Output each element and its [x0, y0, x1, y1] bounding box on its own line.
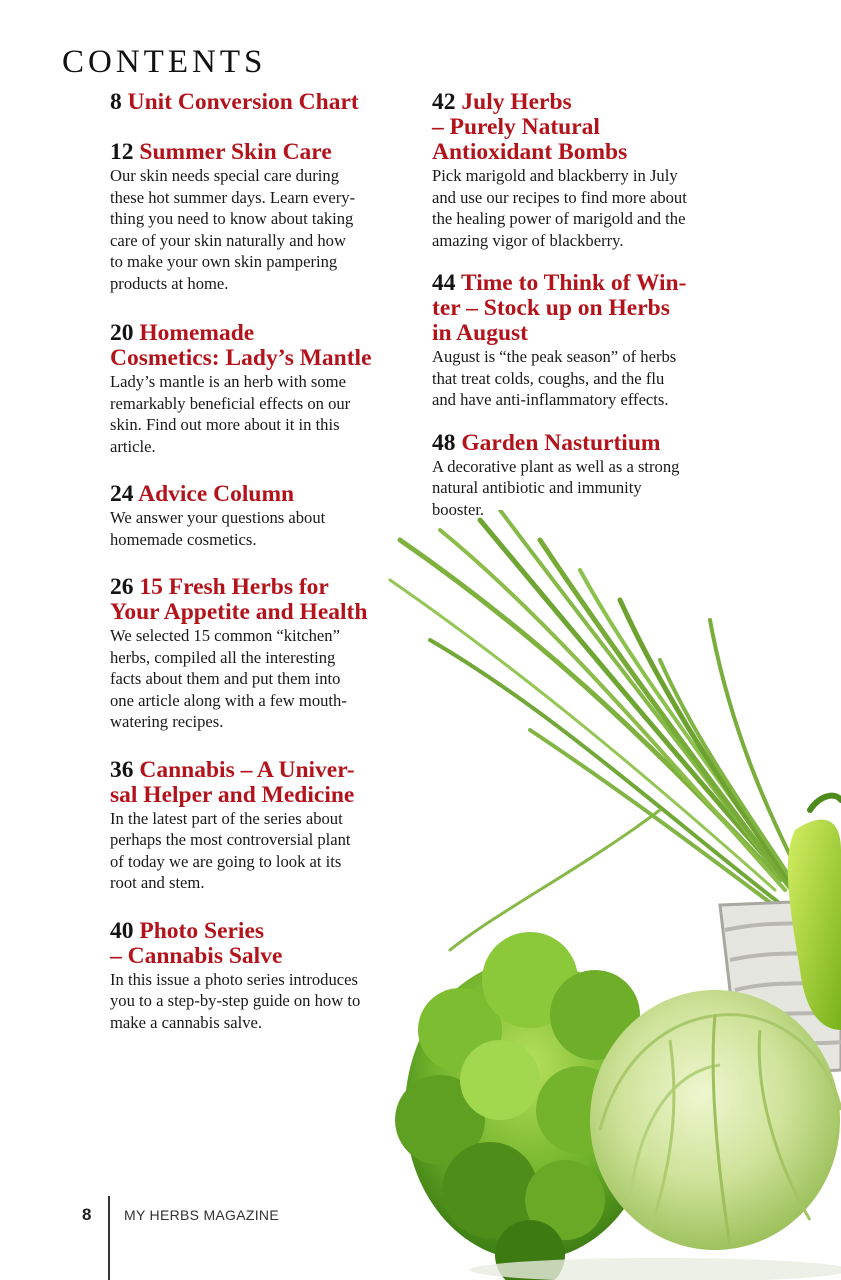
entry-page-number: 8	[110, 89, 122, 115]
entry-page-number: 24	[110, 481, 134, 507]
entry-title: Homemade Cosmetics: Lady’s Mantle	[110, 320, 372, 371]
footer-magazine-title: MY HERBS MAGAZINE	[124, 1207, 279, 1223]
toc-entry[interactable]	[110, 575, 410, 733]
entry-page-number: 42	[432, 89, 456, 115]
footer-divider	[108, 1196, 110, 1280]
vegetables-herbs-illustration	[380, 510, 841, 1280]
entry-title: Unit Conversion Chart	[127, 89, 359, 115]
entry-page-number: 12	[110, 139, 134, 165]
entry-description: We answer your questions about homemade cosmetics.	[110, 508, 326, 549]
toc-entry[interactable]	[110, 919, 410, 1034]
entry-title: 15 Fresh Herbs for Your Appetite and Health	[110, 574, 368, 625]
page-title: CONTENTS	[62, 44, 267, 80]
toc-right-column	[432, 90, 732, 520]
toc-entry[interactable]	[110, 90, 410, 115]
entry-title: Time to Think of Win- ter – Stock up on Herbs in August	[432, 270, 687, 346]
toc-entry[interactable]	[110, 140, 410, 294]
entry-title: Summer Skin Care	[139, 139, 332, 165]
entry-description: A decorative plant as well as a strong natural antibiotic and immunity booster.	[432, 456, 680, 519]
entry-page-number: 44	[432, 270, 456, 296]
entry-description: Pick marigold and blackberry in July and use our recipes to find more about the healing power of marigold and the amazing vigor of blackberry.	[432, 166, 687, 250]
entry-description: In this issue a photo series introduces you to a step-by-step guide on how to make a cannabis salve.	[110, 969, 361, 1032]
entry-title: Garden Nasturtium	[461, 429, 661, 456]
entry-description: August is “the peak season” of herbs that treat colds, coughs, and the flu and have anti-inflammatory effects.	[432, 347, 677, 409]
entry-page-number: 48	[432, 429, 456, 456]
entry-page-number: 26	[110, 574, 134, 600]
toc-entry[interactable]	[432, 90, 732, 251]
entry-page-number: 36	[110, 756, 134, 783]
entry-description: Lady’s mantle is an herb with some remarkably beneficial effects on our skin. Find out more about it in this article.	[110, 372, 351, 456]
toc-entry[interactable]	[110, 758, 410, 894]
entry-title: July Herbs – Purely Natural Antioxidant Bombs	[432, 89, 628, 165]
toc-left-column	[110, 90, 410, 1033]
entry-title: Photo Series – Cannabis Salve	[110, 917, 283, 969]
entry-description: We selected 15 common “kitchen” herbs, compiled all the interesting facts about them and put them into one article along with a few mouth- watering recipes.	[110, 626, 347, 731]
toc-entry[interactable]	[110, 321, 410, 457]
footer-page-number: 8	[82, 1205, 92, 1224]
entry-description: Our skin needs special care during these hot summer days. Learn every- thing you need to know about taking care of your skin naturally and how to make your own skin pampering products at home.	[110, 166, 356, 293]
entry-description: In the latest part of the series about perhaps the most controversial plant of today we are going to look at its root and stem.	[110, 808, 351, 892]
toc-entry[interactable]	[432, 431, 732, 521]
entry-page-number: 40	[110, 917, 134, 944]
toc-entry[interactable]	[432, 271, 732, 411]
entry-page-number: 20	[110, 320, 134, 346]
entry-title: Cannabis – A Univer- sal Helper and Medicine	[110, 756, 355, 808]
entry-title: Advice Column	[138, 481, 295, 507]
toc-entry[interactable]	[110, 482, 410, 550]
